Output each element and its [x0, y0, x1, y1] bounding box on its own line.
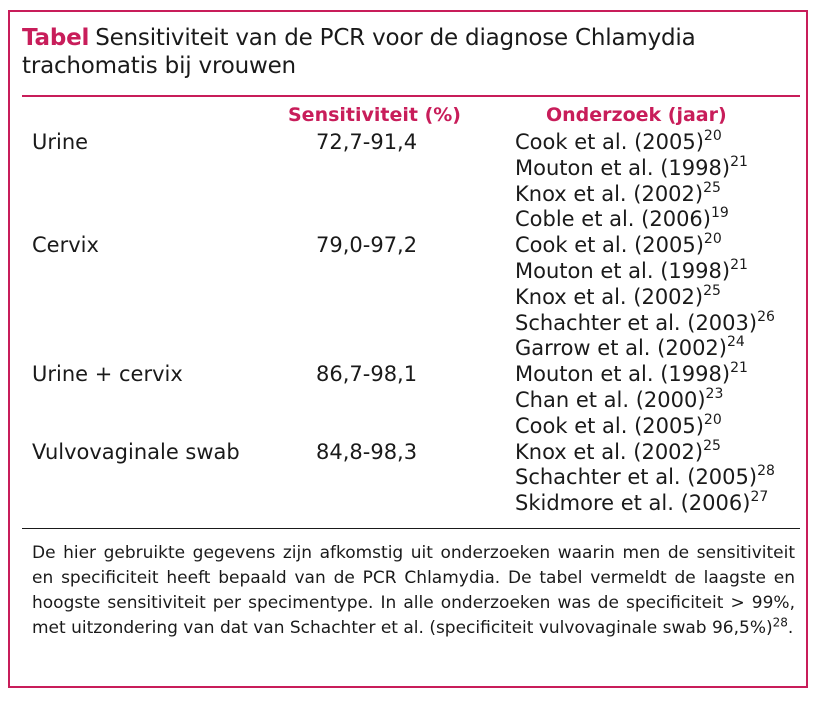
study-reference-number: 25 [703, 437, 721, 454]
study-reference-text: Schachter et al. (2005) [515, 465, 758, 490]
study-reference-text: Mouton et al. (1998) [515, 362, 731, 387]
title-keyword: Tabel [22, 25, 90, 51]
study-reference [515, 129, 722, 155]
study-reference [515, 439, 721, 465]
study-reference-number: 21 [730, 257, 748, 273]
footnote-divider [22, 528, 800, 529]
study-reference [515, 335, 745, 361]
header-divider [22, 95, 800, 97]
study-reference [515, 284, 721, 310]
footnote-text: De hier gebruikte gegevens zijn afkomstig uit onderzoeken waarin men de sensitiviteit en specificiteit heeft bepaald van de PCR Chlamydia. De tabel vermeldt de laagste en hoogste sensitiviteit per specimentype. In alle onderzoeken was de specificiteit > 99%, met uitzondering van dat van Schachter et al. (specificiteit vulvovaginale swab 96,5%) [32, 543, 795, 638]
row-label: Urine [32, 130, 89, 154]
study-reference-number: 20 [703, 128, 722, 144]
study-reference-text: Mouton et al. (1998) [515, 259, 731, 283]
study-reference-number: 19 [710, 205, 729, 222]
study-reference-number: 23 [705, 386, 724, 402]
study-reference-text: Knox et al. (2002) [515, 181, 704, 206]
row-label: Cervix [32, 233, 99, 258]
study-reference-number: 21 [730, 360, 748, 377]
study-reference [515, 413, 722, 439]
study-reference-text: Schachter et al. (2003) [515, 310, 758, 335]
study-reference-text: Cook et al. (2005) [515, 130, 704, 154]
study-reference [515, 258, 748, 284]
study-reference [515, 181, 721, 207]
footnote-end: . [787, 618, 794, 638]
study-reference-number: 20 [703, 231, 722, 248]
study-reference-text: Skidmore et al. (2006) [515, 491, 751, 516]
footnote [32, 541, 795, 641]
row-sensitivity-value: 86,7-98,1 [316, 362, 418, 387]
study-reference-text: Garrow et al. (2002) [515, 336, 727, 361]
study-reference-number: 26 [757, 308, 775, 325]
study-reference-number: 25 [703, 282, 721, 299]
row-label: Urine + cervix [32, 362, 183, 387]
study-reference-text: Coble et al. (2006) [515, 207, 711, 232]
study-reference-text: Knox et al. (2002) [515, 284, 704, 309]
study-reference [515, 490, 768, 516]
study-reference [515, 387, 723, 413]
study-reference [515, 310, 775, 336]
study-reference-number: 27 [750, 489, 769, 506]
study-reference-number: 28 [757, 463, 775, 480]
study-reference-text: Chan et al. (2000) [515, 388, 706, 412]
table-title [22, 24, 802, 80]
study-reference-number: 20 [703, 411, 722, 428]
row-sensitivity-value: 72,7-91,4 [316, 130, 418, 154]
title-text: Sensitiviteit van de PCR voor de diagnose Chlamydia trachomatis bij vrouwen [22, 25, 696, 79]
study-reference-number: 24 [727, 334, 745, 351]
column-header-sensitivity: Sensitiviteit (%) [288, 104, 461, 126]
study-reference-number: 25 [703, 179, 721, 196]
column-header-study: Onderzoek (jaar) [546, 104, 727, 126]
study-reference [515, 464, 775, 490]
footnote-ref: 28 [772, 615, 788, 630]
row-sensitivity-value: 79,0-97,2 [316, 233, 418, 258]
study-reference [515, 361, 748, 387]
study-reference-text: Cook et al. (2005) [515, 413, 704, 438]
row-sensitivity-value: 84,8-98,3 [316, 439, 418, 464]
study-reference [515, 155, 748, 181]
row-label: Vulvovaginale swab [32, 439, 240, 464]
study-reference-text: Mouton et al. (1998) [515, 155, 731, 180]
study-reference-text: Cook et al. (2005) [515, 233, 704, 258]
study-reference [515, 232, 722, 258]
study-reference [515, 206, 729, 232]
study-reference-number: 21 [730, 153, 748, 170]
study-reference-text: Knox et al. (2002) [515, 439, 704, 464]
